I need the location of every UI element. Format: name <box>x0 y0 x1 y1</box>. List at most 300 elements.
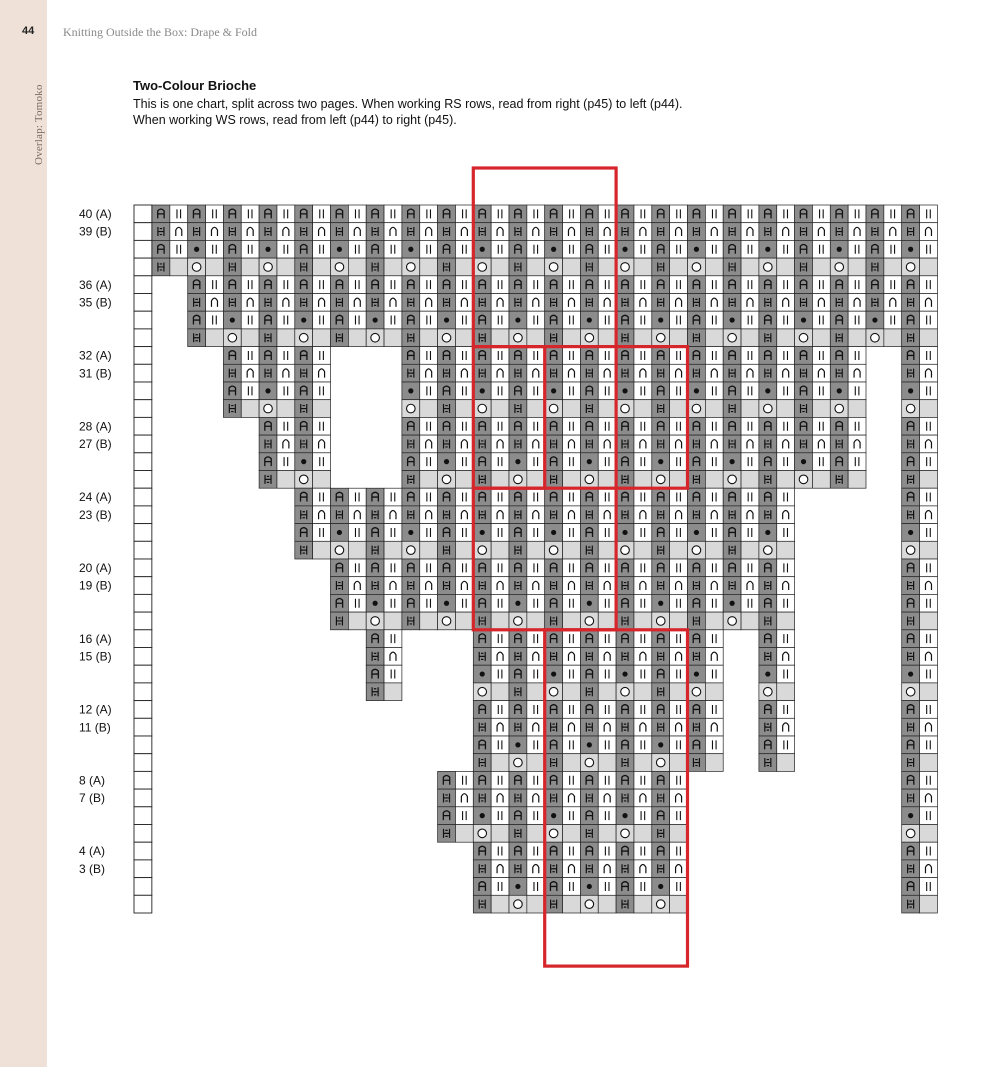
chart-cell <box>527 364 545 382</box>
chart-cell <box>777 665 795 683</box>
chart-cell <box>920 878 938 896</box>
row-label: 39 (B) <box>79 224 112 239</box>
chart-cell <box>598 382 616 400</box>
chart-cell <box>491 771 509 789</box>
chart-cell <box>741 400 759 418</box>
chart-cell <box>634 860 652 878</box>
glyph-dot-symbol <box>658 884 663 889</box>
chart-cell <box>777 559 795 577</box>
chart-cell <box>705 665 723 683</box>
chart-cell <box>920 665 938 683</box>
chart-cell <box>777 594 795 612</box>
chart-cell <box>384 223 402 241</box>
chart-cell <box>277 400 295 418</box>
chart-cell <box>206 294 224 312</box>
chart-cell <box>920 630 938 648</box>
chart-cell <box>634 701 652 719</box>
chart-cell <box>527 736 545 754</box>
chart-cell <box>670 878 688 896</box>
row-label: 32 (A) <box>79 348 112 363</box>
chart-cell <box>777 435 795 453</box>
chart-cell <box>598 771 616 789</box>
chart-cell <box>598 205 616 223</box>
chart-cell <box>705 559 723 577</box>
chart-cell <box>670 417 688 435</box>
chart-cell <box>455 311 473 329</box>
chart-cell <box>527 860 545 878</box>
chart-cell <box>527 471 545 489</box>
glyph-yo-symbol <box>478 687 487 696</box>
chart-cell <box>455 559 473 577</box>
chart-cell <box>777 754 795 772</box>
row-label: 36 (A) <box>79 277 112 292</box>
chart-cell <box>634 577 652 595</box>
chart-cell <box>313 205 331 223</box>
glyph-dot-symbol <box>551 813 556 818</box>
chart-cell <box>420 205 438 223</box>
chart-cell <box>563 488 581 506</box>
chart-cell <box>491 276 509 294</box>
chart-cell <box>563 594 581 612</box>
chart-cell <box>563 347 581 365</box>
glyph-dot-symbol <box>515 317 520 322</box>
chart-cell <box>491 223 509 241</box>
chart-cell <box>527 276 545 294</box>
glyph-yo-symbol <box>799 475 808 484</box>
chart-cell <box>455 417 473 435</box>
chart-cell <box>634 630 652 648</box>
chart-cell <box>313 524 331 542</box>
chart-cell <box>527 825 545 843</box>
chart-cell <box>705 736 723 754</box>
chart-cell <box>384 665 402 683</box>
chart-cell <box>920 276 938 294</box>
row-number-cell <box>134 488 152 506</box>
glyph-dot-symbol <box>837 388 842 393</box>
chart-cell <box>634 789 652 807</box>
chart-cell <box>920 294 938 312</box>
chart-cell <box>920 683 938 701</box>
chart-cell <box>777 471 795 489</box>
chart-cell <box>563 612 581 630</box>
chart-cell <box>705 577 723 595</box>
chart-cell <box>420 594 438 612</box>
chart-cell <box>777 701 795 719</box>
chart-cell <box>598 329 616 347</box>
row-label: 11 (B) <box>79 720 111 735</box>
chart-cell <box>741 205 759 223</box>
chart-cell <box>455 471 473 489</box>
chart-cell <box>420 417 438 435</box>
chart-cell <box>491 842 509 860</box>
chart-cell <box>777 541 795 559</box>
chart-cell <box>313 471 331 489</box>
chart-cell <box>670 648 688 666</box>
row-number-cell <box>134 311 152 329</box>
chart-cell <box>206 205 224 223</box>
chart-cell <box>670 736 688 754</box>
glyph-yo-symbol <box>549 546 558 555</box>
chart-cell <box>455 488 473 506</box>
chart-cell <box>598 665 616 683</box>
glyph-yo-symbol <box>906 687 915 696</box>
chart-cell <box>741 559 759 577</box>
chart-cell <box>491 400 509 418</box>
chart-cell <box>206 276 224 294</box>
chart-cell <box>563 276 581 294</box>
glyph-dot-symbol <box>587 742 592 747</box>
row-number-cell <box>134 630 152 648</box>
chart-cell <box>812 417 830 435</box>
chart-cell <box>170 258 188 276</box>
chart-cell <box>491 701 509 719</box>
glyph-yo-symbol <box>514 333 523 342</box>
row-number-cell <box>134 435 152 453</box>
glyph-dot-symbol <box>694 671 699 676</box>
chart-cell <box>491 665 509 683</box>
row-number-cell <box>134 223 152 241</box>
glyph-dot-symbol <box>587 317 592 322</box>
row-number-cell <box>134 276 152 294</box>
chart-cell <box>491 240 509 258</box>
chart-cell <box>527 807 545 825</box>
chart-cell <box>563 223 581 241</box>
glyph-dot-symbol <box>194 247 199 252</box>
chart-cell <box>491 364 509 382</box>
chart-cell <box>705 223 723 241</box>
chart-cell <box>598 842 616 860</box>
glyph-dot-symbol <box>658 317 663 322</box>
chart-cell <box>563 736 581 754</box>
chart-cell <box>634 842 652 860</box>
chart-cell <box>812 400 830 418</box>
chart-cell <box>848 400 866 418</box>
glyph-yo-symbol <box>656 617 665 626</box>
glyph-yo-symbol <box>764 263 773 272</box>
chart-cell <box>241 258 259 276</box>
chart-cell <box>241 329 259 347</box>
chart-cell <box>634 559 652 577</box>
glyph-yo-symbol <box>835 263 844 272</box>
chart-cell <box>527 754 545 772</box>
chart-cell <box>634 329 652 347</box>
glyph-dot-symbol <box>658 742 663 747</box>
chart-cell <box>812 382 830 400</box>
chart-cell <box>884 240 902 258</box>
chart-cell <box>491 258 509 276</box>
chart-cell <box>884 258 902 276</box>
row-label: 23 (B) <box>79 507 112 522</box>
chart-cell <box>634 453 652 471</box>
glyph-dot-symbol <box>908 388 913 393</box>
chart-cell <box>384 276 402 294</box>
chart-cell <box>741 382 759 400</box>
chart-cell <box>455 364 473 382</box>
chart-cell <box>920 754 938 772</box>
glyph-dot-symbol <box>551 671 556 676</box>
chart-cell <box>384 541 402 559</box>
chart-cell <box>313 506 331 524</box>
chart-cell <box>920 825 938 843</box>
row-number-cell <box>134 541 152 559</box>
chart-cell <box>920 471 938 489</box>
row-number-cell <box>134 789 152 807</box>
chart-cell <box>777 258 795 276</box>
chart-cell <box>670 683 688 701</box>
glyph-dot-symbol <box>908 247 913 252</box>
row-number-cell <box>134 648 152 666</box>
side-tab-label: Overlap: Tomoko <box>33 84 45 165</box>
chart-cell <box>634 878 652 896</box>
chart-cell <box>420 471 438 489</box>
chart-cell <box>598 364 616 382</box>
chart-cell <box>206 311 224 329</box>
chart-cell <box>348 506 366 524</box>
chart-cell <box>670 506 688 524</box>
chart-cell <box>527 506 545 524</box>
chart-cell <box>527 240 545 258</box>
glyph-dot-symbol <box>444 601 449 606</box>
chart-cell <box>920 718 938 736</box>
chart-cell <box>920 435 938 453</box>
glyph-dot-symbol <box>373 317 378 322</box>
glyph-dot-symbol <box>408 247 413 252</box>
chart-cell <box>206 240 224 258</box>
chart-cell <box>563 860 581 878</box>
chart-cell <box>491 630 509 648</box>
glyph-yo-symbol <box>585 475 594 484</box>
chart-cell <box>563 453 581 471</box>
chart-cell <box>920 807 938 825</box>
glyph-dot-symbol <box>444 459 449 464</box>
glyph-dot-symbol <box>515 742 520 747</box>
glyph-yo-symbol <box>621 687 630 696</box>
chart-cell <box>384 240 402 258</box>
chart-cell <box>920 488 938 506</box>
chart-cell <box>384 577 402 595</box>
glyph-yo-symbol <box>514 900 523 909</box>
glyph-dot-symbol <box>730 317 735 322</box>
glyph-yo-symbol <box>407 404 416 413</box>
row-number-cell <box>134 329 152 347</box>
chart-cell <box>527 311 545 329</box>
chart-cell <box>277 276 295 294</box>
chart-cell <box>848 347 866 365</box>
row-number-cell <box>134 577 152 595</box>
chart-cell <box>491 895 509 913</box>
chart-cell <box>812 435 830 453</box>
chart-cell <box>848 311 866 329</box>
chart-cell <box>634 382 652 400</box>
glyph-yo-symbol <box>692 546 701 555</box>
chart-cell <box>705 347 723 365</box>
chart-cell <box>670 630 688 648</box>
chart-cell <box>491 559 509 577</box>
chart-cell <box>705 648 723 666</box>
chart-cell <box>634 471 652 489</box>
chart-cell <box>491 524 509 542</box>
chart-cell <box>598 648 616 666</box>
chart-cell <box>598 417 616 435</box>
chart-cell <box>420 524 438 542</box>
chart-cell <box>241 364 259 382</box>
chart-cell <box>563 771 581 789</box>
chart-cell <box>313 382 331 400</box>
chart-cell <box>384 559 402 577</box>
chart-cell <box>705 382 723 400</box>
chart-cell <box>670 577 688 595</box>
chart-cell <box>634 807 652 825</box>
chart-cell <box>670 205 688 223</box>
chart-cell <box>777 329 795 347</box>
chart-cell <box>777 400 795 418</box>
chart-cell <box>563 718 581 736</box>
chart-cell <box>848 276 866 294</box>
chart-cell <box>491 718 509 736</box>
glyph-yo-symbol <box>264 263 273 272</box>
chart-cell <box>741 471 759 489</box>
glyph-yo-symbol <box>906 404 915 413</box>
row-label: 19 (B) <box>79 578 112 593</box>
chart-cell <box>741 258 759 276</box>
chart-cell <box>206 258 224 276</box>
chart-cell <box>812 471 830 489</box>
chart-cell <box>241 205 259 223</box>
chart-cell <box>670 382 688 400</box>
chart-cell <box>455 400 473 418</box>
chart-cell <box>455 807 473 825</box>
chart-cell <box>920 382 938 400</box>
chart-cell <box>348 276 366 294</box>
chart-cell <box>420 488 438 506</box>
chart-cell <box>420 294 438 312</box>
chart-cell <box>920 594 938 612</box>
row-number-cell <box>134 453 152 471</box>
glyph-yo-symbol <box>728 617 737 626</box>
chart-cell <box>598 258 616 276</box>
chart-cell <box>812 329 830 347</box>
chart-cell <box>634 665 652 683</box>
chart-cell <box>920 860 938 878</box>
glyph-dot-symbol <box>622 388 627 393</box>
chart-cell <box>741 311 759 329</box>
chart-cell <box>812 205 830 223</box>
chart-cell <box>670 364 688 382</box>
chart-cell <box>420 311 438 329</box>
chart-cell <box>491 648 509 666</box>
chart-cell <box>598 559 616 577</box>
chart-cell <box>598 276 616 294</box>
chart-cell <box>455 382 473 400</box>
chart-cell <box>455 612 473 630</box>
chart-cell <box>920 347 938 365</box>
chart-cell <box>455 541 473 559</box>
chart-cell <box>277 329 295 347</box>
glyph-yo-symbol <box>371 333 380 342</box>
chart-cell <box>634 276 652 294</box>
glyph-dot-symbol <box>730 601 735 606</box>
chart-cell <box>563 382 581 400</box>
chart-cell <box>455 347 473 365</box>
chart-cell <box>598 223 616 241</box>
chart-cell <box>598 825 616 843</box>
glyph-yo-symbol <box>478 546 487 555</box>
chart-cell <box>705 594 723 612</box>
row-number-cell <box>134 594 152 612</box>
row-number-cell <box>134 240 152 258</box>
glyph-dot-symbol <box>337 247 342 252</box>
glyph-yo-symbol <box>692 687 701 696</box>
chart-cell <box>670 258 688 276</box>
chart-cell <box>420 506 438 524</box>
chart-cell <box>670 435 688 453</box>
chart-cell <box>170 240 188 258</box>
chart-cell <box>670 594 688 612</box>
chart-cell <box>491 311 509 329</box>
chart-cell <box>491 860 509 878</box>
chart-cell <box>241 311 259 329</box>
chart-cell <box>563 311 581 329</box>
chart-cell <box>420 223 438 241</box>
chart-cell <box>598 807 616 825</box>
glyph-yo-symbol <box>728 333 737 342</box>
row-label: 4 (A) <box>79 844 106 859</box>
chart-cell <box>670 471 688 489</box>
chart-cell <box>563 294 581 312</box>
chart-cell <box>277 258 295 276</box>
chart-cell <box>705 718 723 736</box>
chart-cell <box>491 417 509 435</box>
glyph-dot-symbol <box>515 601 520 606</box>
chart-cell <box>598 294 616 312</box>
chart-cell <box>598 471 616 489</box>
glyph-dot-symbol <box>515 884 520 889</box>
glyph-yo-symbol <box>906 263 915 272</box>
chart-cell <box>527 329 545 347</box>
chart-cell <box>777 311 795 329</box>
chart-cell <box>634 400 652 418</box>
chart-cell <box>670 329 688 347</box>
chart-cell <box>277 205 295 223</box>
chart-cell <box>848 453 866 471</box>
chart-cell <box>670 895 688 913</box>
chart-cell <box>812 364 830 382</box>
chart-cell <box>705 541 723 559</box>
chart-cell <box>563 205 581 223</box>
chart-cell <box>777 276 795 294</box>
chart-cell <box>420 435 438 453</box>
chart-cell <box>527 612 545 630</box>
chart-cell <box>598 860 616 878</box>
chart-cell <box>777 524 795 542</box>
glyph-yo-symbol <box>407 546 416 555</box>
chart-cell <box>563 577 581 595</box>
chart-cell <box>170 205 188 223</box>
chart-cell <box>455 240 473 258</box>
chart-cell <box>634 223 652 241</box>
chart-cell <box>741 488 759 506</box>
chart-cell <box>527 258 545 276</box>
chart-cell <box>705 701 723 719</box>
chart-cell <box>491 825 509 843</box>
chart-cell <box>563 683 581 701</box>
chart-cell <box>598 736 616 754</box>
chart-cell <box>491 453 509 471</box>
chart-cell <box>384 488 402 506</box>
chart-cell <box>670 754 688 772</box>
chart-cell <box>634 506 652 524</box>
chart-cell <box>348 223 366 241</box>
